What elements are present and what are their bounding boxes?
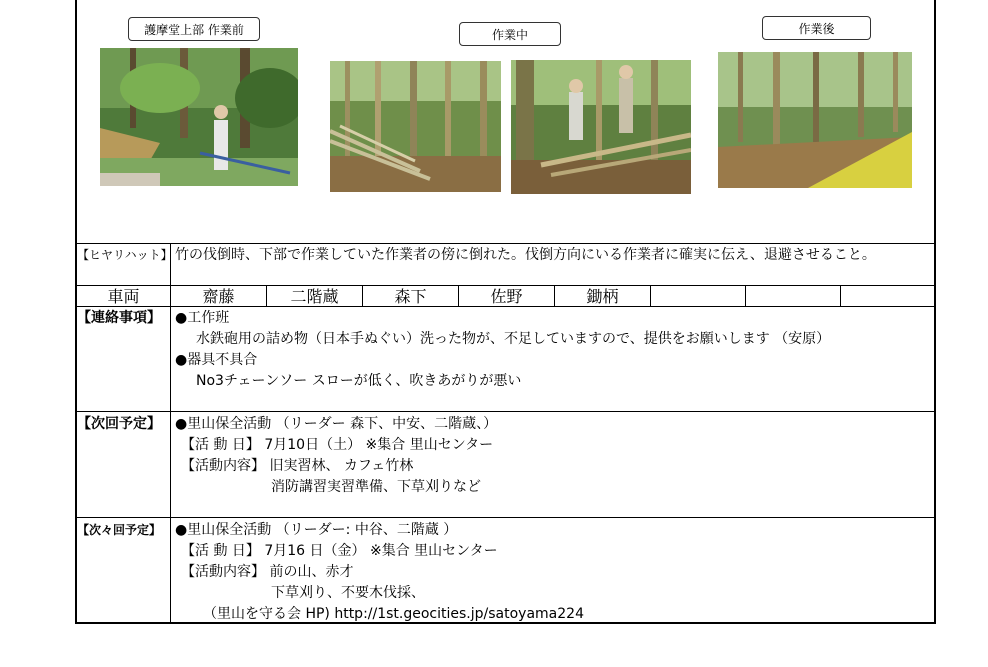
vehicle-name: [746, 287, 840, 307]
vehicle-label: 車両: [107, 287, 140, 306]
next-label: 【次回予定】: [77, 416, 161, 432]
divider: [75, 517, 936, 518]
after-next-label: 【次々回予定】: [77, 523, 162, 537]
caption-before: 護摩堂上部 作業前: [128, 17, 260, 41]
vehicle-name: [841, 287, 934, 307]
next-line: 消防講習実習準備、下草刈りなど: [271, 479, 481, 495]
after-next-line: 下草刈り、不要木伐採、: [271, 585, 425, 601]
next-line: 【活 動 日】 7月10日（土） ※集合 里山センター: [181, 437, 494, 453]
contact-label: 【連絡事項】: [77, 310, 161, 326]
divider: [75, 411, 936, 412]
divider: [75, 285, 936, 286]
vehicle-name: 鋤柄: [586, 287, 619, 306]
after-next-line: 【活 動 日】 7月16 日（金） ※集合 里山センター: [181, 543, 498, 559]
caption-after: 作業後: [762, 16, 871, 40]
after-next-line: 【活動内容】 前の山、赤才: [181, 564, 354, 580]
photo-after-cleared-slope: [718, 52, 912, 188]
vehicle-name: [651, 287, 745, 307]
vehicle-name: 齋藤: [202, 287, 235, 306]
after-next-line: （里山を守る会 HP) http://1st.geocities.jp/satoyama224: [203, 606, 584, 622]
contact-line: ●器具不具合: [175, 352, 258, 368]
after-next-line: ●里山保全活動 （リーダー: 中谷、二階蔵 ）: [175, 522, 458, 538]
contact-line: No3チェーンソー スローが低く、吹きあがりが悪い: [196, 373, 522, 389]
hiyari-text: 竹の伐倒時、下部で作業していた作業者の傍に倒れた。伐倒方向にいる作業者に確実に伝え、退避させること。: [175, 247, 876, 263]
vehicle-name: 森下: [394, 287, 427, 306]
next-line: 【活動内容】 旧実習林、 カフェ竹林: [181, 458, 414, 474]
photo-during-bamboo-forest-2: [511, 60, 691, 194]
hiyari-label: 【ヒヤリハット】: [77, 248, 173, 262]
contact-line: 水鉄砲用の詰め物（日本手ぬぐい）洗った物が、不足していますので、提供をお願いします （安原）: [196, 331, 831, 347]
divider: [75, 243, 936, 244]
photo-before-worker-brushcutting: [100, 48, 298, 186]
vehicle-name: 二階蔵: [290, 287, 339, 306]
contact-line: ●工作班: [175, 310, 230, 326]
next-line: ●里山保全活動 （リーダー 森下、中安、二階蔵、）: [175, 416, 498, 432]
caption-during: 作業中: [459, 22, 561, 46]
photo-during-bamboo-forest-1: [330, 61, 501, 192]
vehicle-name: 佐野: [490, 287, 523, 306]
